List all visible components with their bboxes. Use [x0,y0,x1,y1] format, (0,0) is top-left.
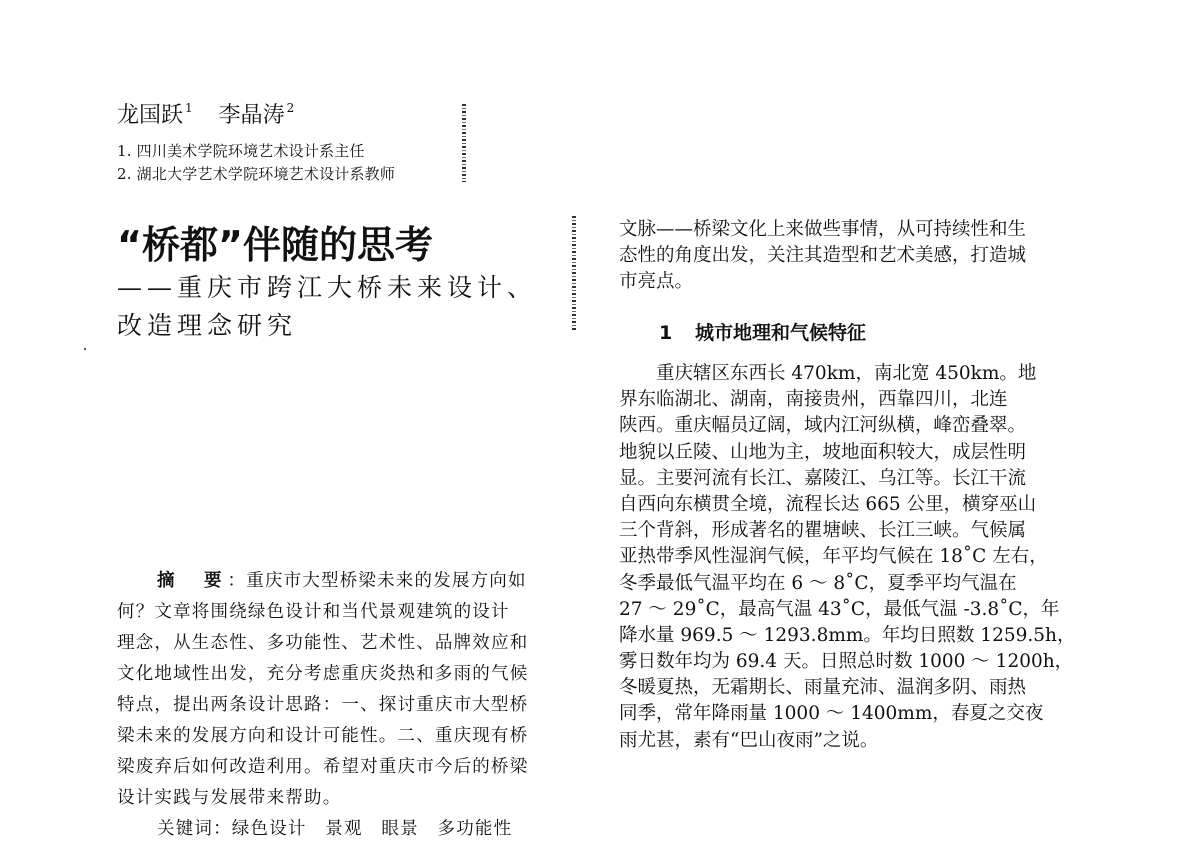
abstract-text: ：重庆市大型桥梁未来的发展方向如 [227,571,527,591]
abstract-line [117,566,561,597]
body-line: 雨尤甚，素有“巴山夜雨”之说。 [619,729,879,751]
abstract-line: 何？文章将围绕绿色设计和当代景观建筑的设计 [117,602,510,622]
section-heading [659,318,866,345]
scan-margin-strip [572,216,576,332]
author-2-superscript: 2 [286,101,295,115]
affiliation-1: 1. 四川美术学院环境艺术设计系主任 [117,142,365,160]
body-line: 三个背斜，形成著名的瞿塘峡、长江三峡。气候属 [619,520,1027,542]
keywords-line: 关键词：绿色设计 景观 眼景 多功能性 [157,819,513,839]
abstract-line: 设计实践与发展带来帮助。 [117,788,342,808]
author-2-name: 李晶涛 [218,103,285,128]
body-line: 同季，常年降雨量 1000 ～ 1400mm，春夏之交夜 [619,703,1044,725]
body-line: 冬暖夏热，无霜期长、雨量充沛、温润多阴、雨热 [619,677,1027,699]
author-1-name: 龙国跃 [117,103,184,128]
section-body [619,361,1076,754]
abstract-block [117,566,561,845]
body-line: 陕西。重庆幅员辽阔，域内江河纵横，峰峦叠翠。 [619,415,1027,437]
article-title: “桥都”伴随的思考 [117,223,433,267]
body-line: 地貌以丘陵、山地为主，坡地面积较大，成层性明 [619,441,1027,463]
author-line [117,98,294,129]
abstract-line: 梁废弃后如何改造利用。希望对重庆市今后的桥梁 [117,757,529,777]
intro-line: 文脉——桥梁文化上来做些事情，从可持续性和生 [619,219,1027,240]
body-line: 重庆辖区东西长 470km，南北宽 450km。地 [619,363,1037,384]
scan-margin-strip [462,104,466,182]
abstract-line: 文化地域性出发，充分考虑重庆炎热和多雨的气候 [117,664,529,684]
right-column-intro [619,217,1071,296]
body-line: 界东临湖北、湖南，南接贵州，西靠四川，北连 [619,389,1008,411]
abstract-label: 摘 要 [157,571,228,591]
body-line: 冬季最低气温平均在 6 ～ 8˚C，夏季平均气温在 [619,572,1017,594]
body-line: 降水量 969.5 ～ 1293.8mm。年均日照数 1259.5h， [619,624,1076,646]
article-subtitle-line-2: 改造理念研究 [117,311,298,340]
scan-speck [84,348,86,350]
section-title: 城市地理和气候特征 [695,322,867,344]
author-1-superscript: 1 [185,101,193,115]
abstract-line: 梁未来的发展方向和设计可能性。二、重庆现有桥 [117,726,529,746]
intro-line: 态性的角度出发，关注其造型和艺术美感，打造城 [619,245,1027,267]
intro-line: 市亮点。 [619,271,694,293]
body-line: 雾日数年均为 69.4 天。日照总时数 1000 ～ 1200h， [619,651,1074,673]
affiliation-2: 2. 湖北大学艺术学院环境艺术设计系教师 [117,165,396,183]
section-number: 1 [659,322,673,344]
body-line: 显。主要河流有长江、嘉陵江、乌江等。长江干流 [619,467,1027,489]
abstract-line: 特点，提出两条设计思路：一、探讨重庆市大型桥 [117,695,529,715]
body-line: 自西向东横贯全境，流程长达 665 公里，横穿巫山 [619,493,1037,515]
article-subtitle-line-1: ——重庆市跨江大桥未来设计、 [117,273,538,302]
abstract-line: 理念，从生态性、多功能性、艺术性、品牌效应和 [117,633,529,653]
body-line: 亚热带季风性湿润气候，年平均气候在 18˚C 左右， [619,546,1048,568]
body-line: 27 ～ 29˚C，最高气温 43˚C，最低气温 -3.8˚C，年 [619,598,1060,620]
